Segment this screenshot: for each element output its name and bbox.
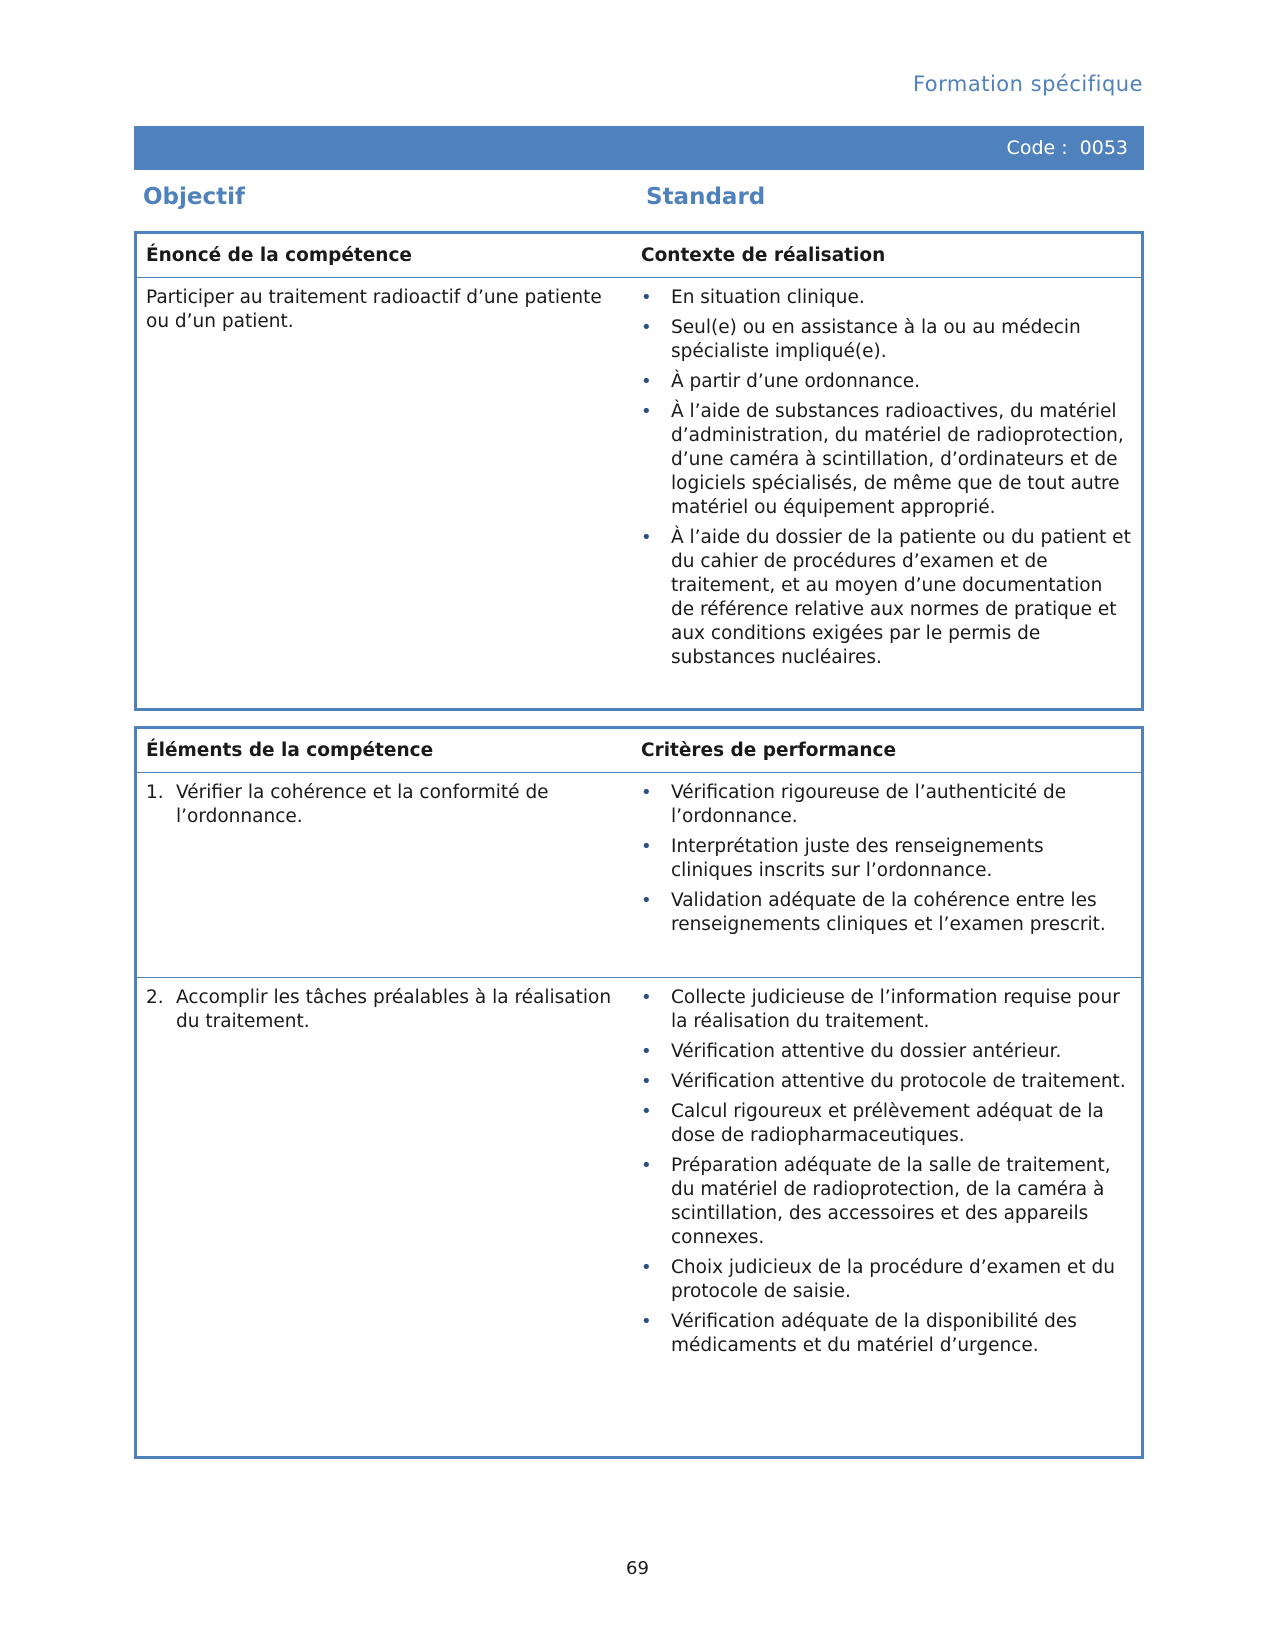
list-item: • Validation adéquate de la cohérence entre les renseignements cliniques et l’examen prescrit.	[641, 889, 1131, 937]
list-item: • À l’aide du dossier de la patiente ou du patient et du cahier de procédures d’examen et de traitement, et au moyen d’une documentation de référence relative aux normes de pratique et aux conditions exigées par le permis de substances nucléaires.	[641, 526, 1131, 670]
table-row	[137, 977, 1141, 1364]
competence-table	[134, 231, 1144, 711]
elements-header: Éléments de la compétence	[146, 739, 434, 761]
list-item: • Vérification attentive du protocole de traitement.	[641, 1070, 1131, 1094]
list-item: • Vérification rigoureuse de l’authenticité de l’ordonnance.	[641, 781, 1131, 829]
enonce-header: Énoncé de la compétence	[146, 244, 412, 266]
objectif-heading: Objectif	[143, 184, 246, 210]
code-value: 0053	[1079, 137, 1128, 159]
code-bar	[134, 126, 1144, 170]
code-label: Code :	[1006, 137, 1068, 159]
element-number: 1.	[146, 782, 164, 803]
contexte-header: Contexte de réalisation	[641, 244, 886, 266]
criteria-list	[641, 781, 1131, 937]
list-item: • Vérification adéquate de la disponibilité des médicaments et du matériel d’urgence.	[641, 1310, 1131, 1358]
contexte-list	[641, 286, 1131, 670]
list-item: • À partir d’une ordonnance.	[641, 370, 1131, 394]
list-item: • Seul(e) ou en assistance à la ou au médecin spécialiste impliqué(e).	[641, 316, 1131, 364]
element-text: Vérifier la cohérence et la conformité de l’ordonnance.	[176, 782, 549, 827]
standard-heading: Standard	[646, 184, 766, 210]
list-item: • Collecte judicieuse de l’information requise pour la réalisation du traitement.	[641, 986, 1131, 1034]
page-number: 69	[626, 1558, 649, 1579]
table-row	[137, 773, 1141, 977]
list-item: • Vérification attentive du dossier antérieur.	[641, 1040, 1131, 1064]
list-item: • Interprétation juste des renseignements cliniques inscrits sur l’ordonnance.	[641, 835, 1131, 883]
competence-table-row	[137, 278, 1141, 676]
list-item: • Choix judicieux de la procédure d’examen et du protocole de saisie.	[641, 1256, 1131, 1304]
criteria-list	[641, 986, 1131, 1358]
list-item: • Calcul rigoureux et prélèvement adéquat de la dose de radiopharmaceutiques.	[641, 1100, 1131, 1148]
competence-table-header	[137, 234, 1141, 278]
elements-table	[134, 726, 1144, 1459]
element-number: 2.	[146, 987, 164, 1008]
list-item: • Préparation adéquate de la salle de traitement, du matériel de radioprotection, de la caméra à scintillation, des accessoires et des appareils connexes.	[641, 1154, 1131, 1250]
list-item: • En situation clinique.	[641, 286, 1131, 310]
element-text: Accomplir les tâches préalables à la réalisation du traitement.	[176, 987, 612, 1032]
document-section-title: Formation spécifique	[912, 72, 1143, 96]
elements-table-header	[137, 729, 1141, 773]
criteres-header: Critères de performance	[641, 739, 897, 761]
list-item: • À l’aide de substances radioactives, du matériel d’administration, du matériel de radioprotection, d’une caméra à scintillation, d’ordinateurs et de logiciels spécialisés, de même que de tout autre matériel ou équipement approprié.	[641, 400, 1131, 520]
enonce-text: Participer au traitement radioactif d’une patiente ou d’un patient.	[146, 287, 602, 332]
